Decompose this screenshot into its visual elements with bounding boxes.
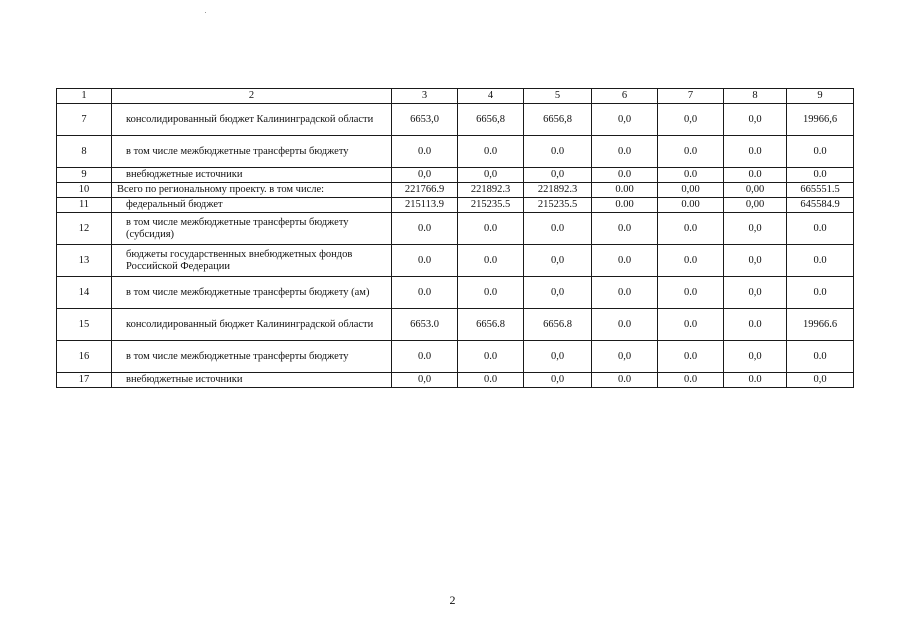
row-description: бюджеты государственных внебюджетных фондов Российской Федерации — [112, 245, 392, 277]
page-number: 2 — [449, 593, 456, 607]
cell-value: 6656,8 — [524, 104, 592, 136]
cell-value: 0.0 — [787, 341, 854, 373]
cell-value: 0.0 — [592, 245, 658, 277]
row-number: 15 — [57, 309, 112, 341]
column-header: 5 — [524, 89, 592, 104]
cell-value: 0.00 — [658, 198, 724, 213]
row-number: 13 — [57, 245, 112, 277]
row-description: в том числе межбюджетные трансферты бюджету (субсидия) — [112, 213, 392, 245]
row-number: 9 — [57, 168, 112, 183]
cell-value: 0.0 — [787, 136, 854, 168]
cell-value: 0,0 — [524, 168, 592, 183]
cell-value: 0.0 — [592, 136, 658, 168]
table-row — [57, 373, 854, 388]
cell-value: 0.0 — [658, 213, 724, 245]
cell-value: 0.0 — [592, 213, 658, 245]
column-header: 7 — [658, 89, 724, 104]
row-description: внебюджетные источники — [112, 373, 392, 388]
cell-value: 0.0 — [458, 136, 524, 168]
cell-value: 0.00 — [592, 183, 658, 198]
cell-value: 0,0 — [724, 245, 787, 277]
cell-value: 0,0 — [592, 104, 658, 136]
cell-value: 0.0 — [724, 136, 787, 168]
cell-value: 0,0 — [524, 373, 592, 388]
cell-value: 0.0 — [592, 168, 658, 183]
row-description: в том числе межбюджетные трансферты бюджету (ам) — [112, 277, 392, 309]
cell-value: 0,00 — [724, 183, 787, 198]
cell-value: 0,0 — [724, 277, 787, 309]
cell-value: 0.0 — [724, 373, 787, 388]
row-number: 11 — [57, 198, 112, 213]
cell-value: 0.0 — [592, 309, 658, 341]
cell-value: 0.0 — [787, 277, 854, 309]
cell-value: 0.0 — [658, 341, 724, 373]
cell-value: 0.0 — [592, 373, 658, 388]
cell-value: 645584.9 — [787, 198, 854, 213]
cell-value: 0.0 — [787, 245, 854, 277]
cell-value: 0,0 — [524, 245, 592, 277]
table-row — [57, 183, 854, 198]
row-description: в том числе межбюджетные трансферты бюджету — [112, 341, 392, 373]
row-number: 7 — [57, 104, 112, 136]
table-row — [57, 198, 854, 213]
cell-value: 221892.3 — [524, 183, 592, 198]
row-number: 12 — [57, 213, 112, 245]
row-number: 16 — [57, 341, 112, 373]
cell-value: 0.0 — [524, 136, 592, 168]
column-header: 3 — [392, 89, 458, 104]
cell-value: 0.0 — [724, 309, 787, 341]
cell-value: 6653.0 — [392, 309, 458, 341]
row-description: федеральный бюджет — [112, 198, 392, 213]
cell-value: 6656.8 — [458, 309, 524, 341]
row-description: внебюджетные источники — [112, 168, 392, 183]
cell-value: 0.00 — [592, 198, 658, 213]
table-row — [57, 104, 854, 136]
cell-value: 0.0 — [392, 245, 458, 277]
cell-value: 0.0 — [458, 341, 524, 373]
cell-value: 0.0 — [392, 213, 458, 245]
cell-value: 215235.5 — [458, 198, 524, 213]
cell-value: 0.0 — [458, 373, 524, 388]
table-row — [57, 277, 854, 309]
cell-value: 0.0 — [524, 213, 592, 245]
cell-value: 221766.9 — [392, 183, 458, 198]
cell-value: 0.0 — [787, 213, 854, 245]
cell-value: 0,0 — [724, 213, 787, 245]
cell-value: 0,0 — [524, 277, 592, 309]
cell-value: 0,0 — [392, 373, 458, 388]
row-number: 8 — [57, 136, 112, 168]
cell-value: 215235.5 — [524, 198, 592, 213]
cell-value: 0,0 — [458, 168, 524, 183]
cell-value: 0.0 — [787, 168, 854, 183]
column-header: 6 — [592, 89, 658, 104]
cell-value: 0.0 — [724, 168, 787, 183]
cell-value: 0.0 — [658, 309, 724, 341]
row-number: 14 — [57, 277, 112, 309]
table-row — [57, 245, 854, 277]
table-row — [57, 213, 854, 245]
column-header: 4 — [458, 89, 524, 104]
cell-value: 665551.5 — [787, 183, 854, 198]
cell-value: 215113.9 — [392, 198, 458, 213]
table-row — [57, 136, 854, 168]
table-row — [57, 168, 854, 183]
row-number: 17 — [57, 373, 112, 388]
column-header: 9 — [787, 89, 854, 104]
table-row — [57, 309, 854, 341]
cell-value: 0,0 — [592, 341, 658, 373]
row-description: в том числе межбюджетные трансферты бюджету — [112, 136, 392, 168]
cell-value: 0.0 — [392, 277, 458, 309]
cell-value: 0,0 — [524, 341, 592, 373]
cell-value: 0.0 — [458, 213, 524, 245]
row-number: 10 — [57, 183, 112, 198]
scan-artifact — [205, 12, 206, 13]
cell-value: 0.0 — [658, 168, 724, 183]
cell-value: 0.0 — [458, 277, 524, 309]
cell-value: 0,0 — [724, 341, 787, 373]
cell-value: 19966.6 — [787, 309, 854, 341]
cell-value: 0.0 — [392, 341, 458, 373]
cell-value: 0.0 — [592, 277, 658, 309]
row-description: Всего по региональному проекту. в том числе: — [112, 183, 392, 198]
cell-value: 6653,0 — [392, 104, 458, 136]
row-description: консолидированный бюджет Калининградской области — [112, 309, 392, 341]
cell-value: 0,0 — [724, 104, 787, 136]
column-header: 1 — [57, 89, 112, 104]
cell-value: 0,0 — [392, 168, 458, 183]
cell-value: 6656.8 — [524, 309, 592, 341]
cell-value: 6656,8 — [458, 104, 524, 136]
cell-value: 0,0 — [787, 373, 854, 388]
cell-value: 0.0 — [658, 245, 724, 277]
table-row — [57, 341, 854, 373]
cell-value: 0,00 — [724, 198, 787, 213]
cell-value: 0.0 — [658, 136, 724, 168]
cell-value: 0.0 — [658, 277, 724, 309]
table-header-row — [57, 89, 854, 104]
cell-value: 0.0 — [392, 136, 458, 168]
cell-value: 0,0 — [658, 104, 724, 136]
budget-table — [56, 88, 854, 388]
column-header: 8 — [724, 89, 787, 104]
cell-value: 0.0 — [658, 373, 724, 388]
row-description: консолидированный бюджет Калининградской области — [112, 104, 392, 136]
column-header: 2 — [112, 89, 392, 104]
cell-value: 0.0 — [458, 245, 524, 277]
cell-value: 221892.3 — [458, 183, 524, 198]
cell-value: 0,00 — [658, 183, 724, 198]
cell-value: 19966,6 — [787, 104, 854, 136]
